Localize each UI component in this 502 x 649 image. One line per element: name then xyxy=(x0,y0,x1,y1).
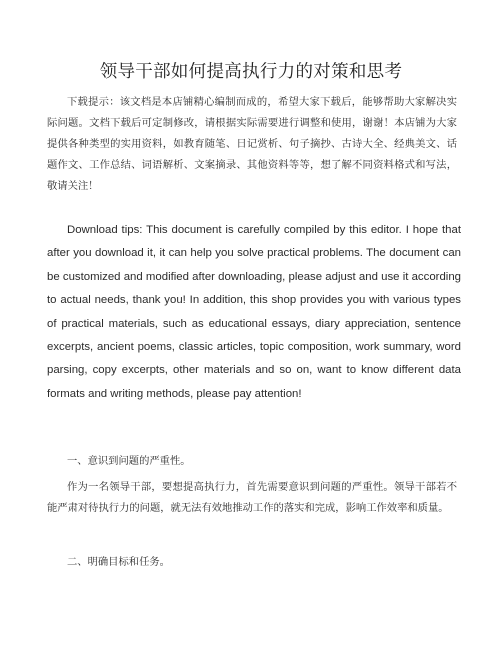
section-body-1: 作为一名领导干部，要想提高执行力，首先需要意识到问题的严重性。领导干部若不能严肃对待执行力的问题，就无法有效地推动工作的落实和完成，影响工作效率和质量。 xyxy=(47,481,457,514)
section-heading-2: 二、明确目标和任务。 xyxy=(67,556,170,568)
page-title: 领导干部如何提高执行力的对策和思考 xyxy=(99,62,403,82)
section-heading-1: 一、意识到问题的严重性。 xyxy=(67,455,191,467)
download-notice-english: Download tips: This document is carefully compiled by this editor. I hope that after you download it, it can help you solve practical problems. The document can be customized and modified after downloading, please adjust and use it according to actual needs, thank you! In addition, this shop provides you with various types of practical materials, such as educational essays, diary appreciation, sentence excerpts, ancient poems, classic articles, topic composition, work summary, word parsing, copy excerpts, other materials and so on, want to know different data formats and writing methods, please pay attention! xyxy=(47,224,461,400)
download-notice-chinese: 下载提示：该文档是本店铺精心编制而成的，希望大家下载后，能够帮助大家解决实际问题。文档下载后可定制修改，请根据实际需要进行调整和使用，谢谢！本店铺为大家提供各种类型的实用资料，如教育随笔、日记赏析、句子摘抄、古诗大全、经典美文、话题作文、工作总结、词语解析、文案摘录、其他资料等等，想了解不同资料格式和写法，敬请关注！ xyxy=(47,96,457,192)
